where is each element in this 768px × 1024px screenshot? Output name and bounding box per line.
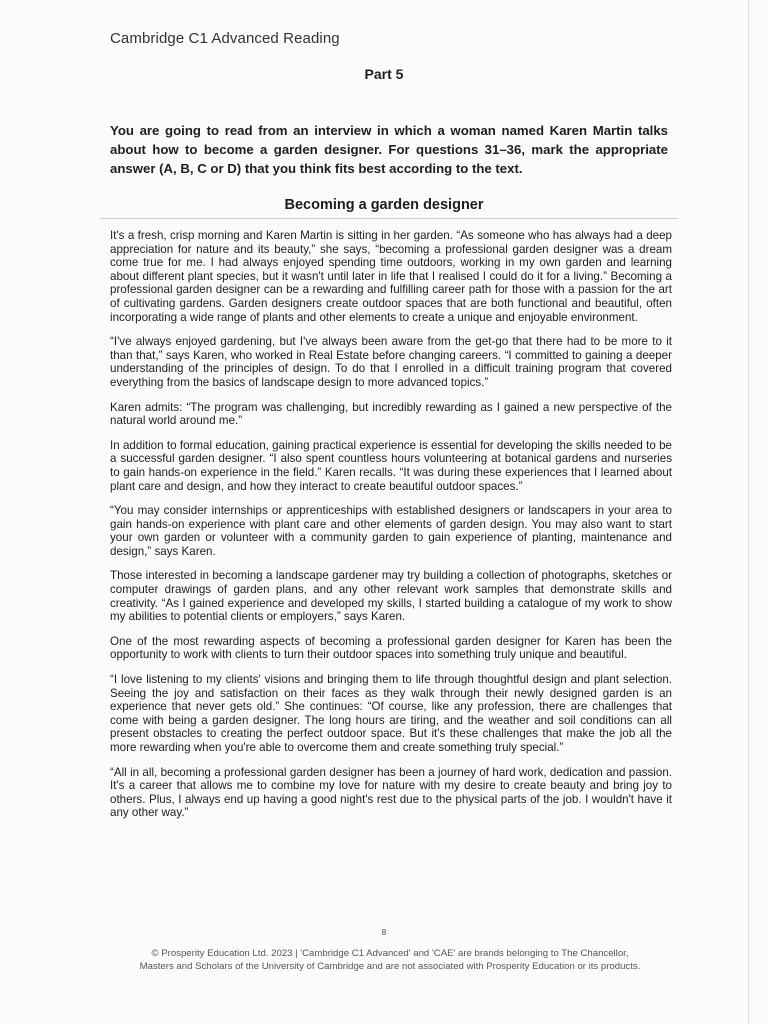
article-paragraph: “You may consider internships or apprenticeships with established designers or landscapers in your area to gain hands-on experience with plant care and other elements of garden design. You may also want to start your own garden or volunteer with a community garden to gain experience of planting, maintenance and design,” says Karen.: [110, 504, 672, 558]
title-divider: [100, 218, 678, 219]
footer-line: © Prosperity Education Ltd. 2023 | 'Cambridge C1 Advanced' and 'CAE' are brands belonging to The Chancellor,: [151, 948, 629, 959]
article-title: Becoming a garden designer: [284, 197, 484, 213]
running-header: Cambridge C1 Advanced Reading: [110, 30, 340, 47]
scan-edge: [748, 0, 749, 1024]
article-paragraph: “All in all, becoming a professional garden designer has been a journey of hard work, dedication and passion. It's a career that allows me to combine my love for nature with my desire to create beauty and bring joy to others. Plus, I always end up having a good night's rest due to the physical parts of the job. I wouldn't have it any other way.”: [110, 765, 672, 820]
article-paragraph: In addition to formal education, gaining practical experience is essential for developing the skills needed to be a successful garden designer. “I also spent countless hours volunteering at botanical gardens and nurseries to gain hands-on experience in the field.” Karen recalls. “It was during these experiences that I learned about plant care and design, and how they interact to create beautiful outdoor spaces.”: [110, 438, 672, 493]
part-title: Part 5: [364, 66, 404, 82]
copyright-footer: [100, 947, 680, 973]
article-paragraph: One of the most rewarding aspects of becoming a professional garden designer for Karen has been the opportunity to work with clients to turn their outdoor spaces into something truly unique and beautiful.: [110, 634, 672, 662]
page-number: 8: [381, 928, 387, 937]
article-paragraph: It's a fresh, crisp morning and Karen Martin is sitting in her garden. “As someone who has always had a deep appreciation for nature and its beauty,” she says, “becoming a professional garden designer was a dream come true for me. I had always enjoyed spending time outdoors, working in my own garden and learning about different plant species, but it wasn't until later in life that I realised I could do it for a living.” Becoming a professional garden designer can be a rewarding and fulfilling career path for those with a passion for the art of cultivating gardens. Garden designers create outdoor spaces that are both functional and beautiful, often incorporating a wide range of plants and other elements to create a unique and enjoyable environment.: [110, 229, 672, 324]
article-paragraph: “I love listening to my clients' visions and bringing them to life through thoughtful design and plant selection. Seeing the joy and satisfaction on their faces as they walk through their newly designed garden is an experience that never gets old.” She continues: “Of course, like any profession, there are challenges that come with being a garden designer. The long hours are tiring, and the weather and soil conditions can all present obstacles to creating the perfect outdoor space. But it's these challenges that make the job all the more rewarding when you're able to overcome them and create something truly special.”: [110, 673, 672, 754]
footer-line: Masters and Scholars of the University of Cambridge and are not associated with Prosperity Education or its products.: [139, 961, 641, 972]
task-instructions: You are going to read from an interview in which a woman named Karen Martin talks about how to become a garden designer. For questions 31–36, mark the appropriate answer (A, B, C or D) that you think fits best according to the text.: [110, 123, 668, 176]
article-body: [110, 229, 672, 831]
article-paragraph: “I've always enjoyed gardening, but I've always been aware from the get-go that there had to be more to it than that,” says Karen, who worked in Real Estate before changing careers. “I committed to gaining a deeper understanding of the principles of design. To do that I enrolled in a difficult training program that covered everything from the basics of landscape design to more advanced topics.”: [110, 335, 672, 389]
article-paragraph: Those interested in becoming a landscape gardener may try building a collection of photographs, sketches or computer drawings of garden plans, and any other relevant work samples that demonstrate skills and creativity. “As I gained experience and developed my skills, I started building a catalogue of my work to show my abilities to potential clients or employers,” says Karen.: [110, 569, 672, 624]
article-paragraph: Karen admits: “The program was challenging, but incredibly rewarding as I gained a new perspective of the natural world around me.”: [110, 400, 672, 428]
